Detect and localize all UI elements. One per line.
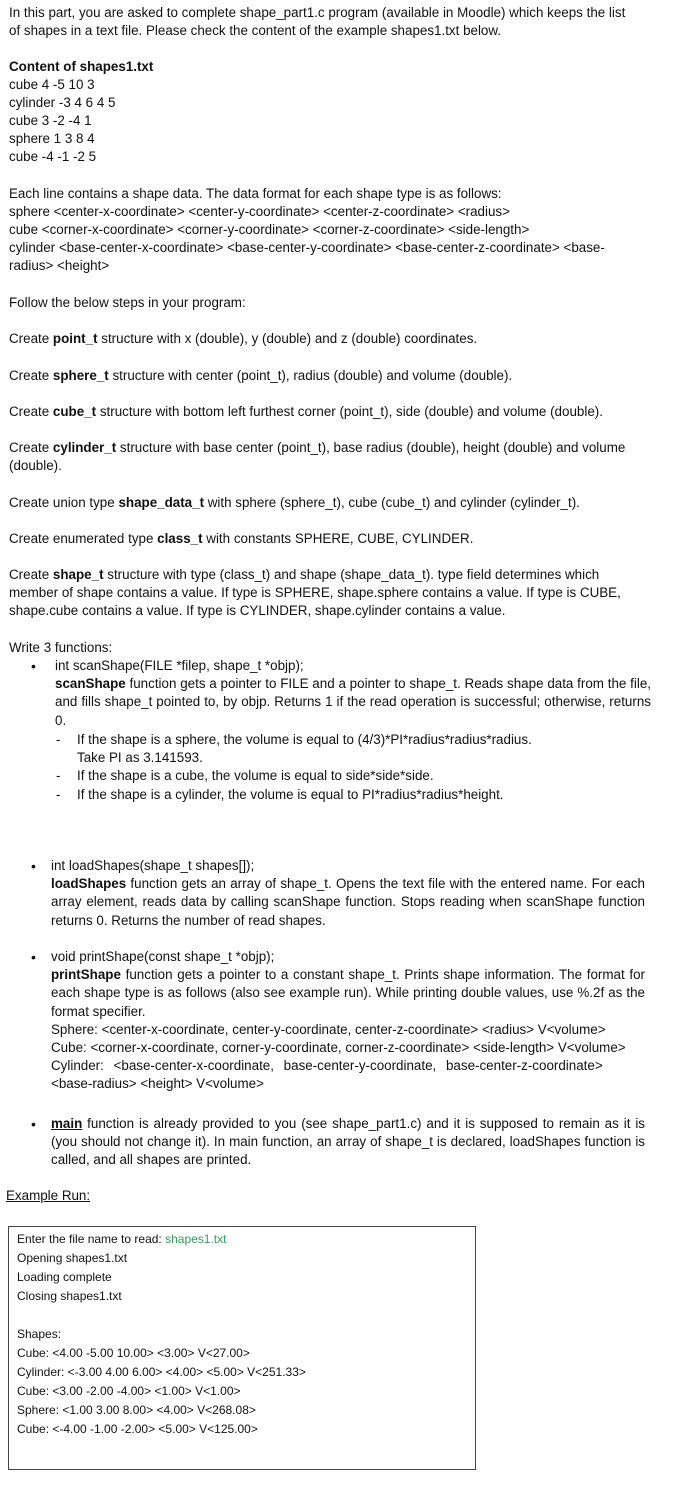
format-cylinder: cylinder <base-center-x-coordinate> <base-center-y-coordinate> <base-center-z-coordinate> <base- — [9, 240, 605, 255]
scan-shape-block — [55, 657, 651, 730]
load-shapes-desc: loadShapes function gets an array of shape_t. Opens the text file with the entered name. For each array element, reads data by calling scanShape function. Stops reading when scanShape function returns 0. Returns the number of read shapes. — [51, 876, 645, 928]
run-output-line: Sphere: <1.00 3.00 8.00> <4.00> V<268.08> — [17, 1403, 256, 1417]
scan-sphere-rule: If the shape is a sphere, the volume is equal to (4/3)*PI*radius*radius*radius. — [77, 732, 532, 747]
format-cylinder-cont: radius> <height> — [9, 258, 110, 273]
run-line: Loading complete — [17, 1270, 112, 1284]
run-output-line: Cube: <4.00 -5.00 10.00> <3.00> V<27.00> — [17, 1346, 250, 1360]
step-point: Create point_t structure with x (double), y (double) and z (double) coordinates. — [9, 331, 478, 346]
file-line: cube 4 -5 10 3 — [9, 77, 95, 92]
step-shape-cont: member of shape contains a value. If type is SPHERE, shape.sphere contains a value. If type is CUBE, — [9, 585, 621, 600]
run-output-line: Cube: <-4.00 -1.00 -2.00> <5.00> V<125.00> — [17, 1422, 258, 1436]
print-cube-format: Cube: <corner-x-coordinate, corner-y-coordinate, corner-z-coordinate> <side-length> V<volume> — [51, 1040, 626, 1056]
run-output-line: Cube: <3.00 -2.00 -4.00> <1.00> V<1.00> — [17, 1384, 241, 1398]
print-shape-signature: void printShape(const shape_t *objp); — [51, 949, 275, 964]
run-input: shapes1.txt — [165, 1232, 227, 1246]
step-enum: Create enumerated type class_t with constants SPHERE, CUBE, CYLINDER. — [9, 531, 474, 546]
run-prompt-line: Enter the file name to read: shapes1.txt — [17, 1232, 227, 1246]
step-sphere: Create sphere_t structure with center (point_t), radius (double) and volume (double). — [9, 368, 513, 383]
intro-line-1: In this part, you are asked to complete shape_part1.c program (available in Moodle) which keeps the list — [9, 5, 626, 20]
file-line: cylinder -3 4 6 4 5 — [9, 95, 116, 110]
print-shape-block — [51, 948, 645, 1094]
file-line: sphere 1 3 8 4 — [9, 131, 95, 146]
run-line: Closing shapes1.txt — [17, 1289, 122, 1303]
scan-pi-note: Take PI as 3.141593. — [77, 750, 203, 765]
print-cylinder-format-cont: <base-radius> <height> V<volume> — [51, 1076, 264, 1092]
step-union: Create union type shape_data_t with sphere (sphere_t), cube (cube_t) and cylinder (cylinder_t). — [9, 495, 580, 510]
print-sphere-format: Sphere: <center-x-coordinate, center-y-coordinate, center-z-coordinate> <radius> V<volume> — [51, 1021, 606, 1037]
scan-cube-rule: If the shape is a cube, the volume is equal to side*side*side. — [77, 768, 434, 783]
main-desc: function is already provided to you (see shape_part1.c) and it is supposed to remain as it is (you should not change it). In main function, an array of shape_t is declared, loadShapes function is called, and all shapes are printed. — [51, 1116, 645, 1168]
format-intro: Each line contains a shape data. The data format for each shape type is as follows: — [9, 186, 502, 201]
dash-icon: - — [56, 732, 61, 747]
example-heading: Example Run: — [6, 1188, 91, 1203]
functions-intro: Write 3 functions: — [9, 640, 113, 655]
bullet-icon: • — [31, 949, 36, 965]
load-shapes-block — [51, 857, 645, 930]
main-function-name: main — [51, 1116, 83, 1131]
file-heading: Content of shapes1.txt — [9, 59, 154, 74]
format-cube: cube <corner-x-coordinate> <corner-y-coordinate> <corner-z-coordinate> <side-length> — [9, 222, 530, 237]
step-shape-cont: shape.cube contains a value. If type is CYLINDER, shape.cylinder contains a value. — [9, 603, 506, 618]
main-block — [51, 1115, 645, 1170]
step-cube: Create cube_t structure with bottom left furthest corner (point_t), side (double) and volume (double). — [9, 404, 603, 419]
scan-shape-desc: scanShape function gets a pointer to FILE and a pointer to shape_t. Reads shape data from the file, and fills shape_t pointed to, by objp. Returns 1 if the read operation is successful; otherwise, returns 0. — [55, 676, 651, 728]
print-shape-desc: printShape function gets a pointer to a constant shape_t. Prints shape information. The format for each shape type is as follows (also see example run). While printing double values, use %.2f as the format specifier. — [51, 967, 645, 1019]
load-shapes-signature: int loadShapes(shape_t shapes[]); — [51, 858, 255, 873]
format-sphere: sphere <center-x-coordinate> <center-y-coordinate> <center-z-coordinate> <radius> — [9, 204, 510, 219]
steps-intro: Follow the below steps in your program: — [9, 295, 246, 310]
run-shapes-heading: Shapes: — [17, 1327, 62, 1341]
file-line: cube -4 -1 -2 5 — [9, 149, 97, 164]
dash-icon: - — [56, 787, 61, 802]
bullet-icon: • — [31, 658, 36, 674]
intro-line-2: of shapes in a text file. Please check the content of the example shapes1.txt below. — [9, 23, 502, 38]
print-cylinder-format: Cylinder: <base-center-x-coordinate, base-center-y-coordinate, base-center-z-coordinate> — [51, 1058, 603, 1074]
step-cylinder: Create cylinder_t structure with base center (point_t), base radius (double), height (double) and volume — [9, 440, 626, 455]
bullet-icon: • — [31, 1116, 36, 1132]
file-line: cube 3 -2 -4 1 — [9, 113, 92, 128]
bullet-icon: • — [31, 858, 36, 874]
step-cylinder-cont: (double). — [9, 458, 62, 473]
scan-shape-signature: int scanShape(FILE *filep, shape_t *objp); — [55, 658, 304, 673]
scan-cylinder-rule: If the shape is a cylinder, the volume is equal to PI*radius*radius*height. — [77, 787, 504, 802]
dash-icon: - — [56, 768, 61, 783]
step-shape: Create shape_t structure with type (class_t) and shape (shape_data_t). type field determines which — [9, 567, 600, 582]
run-output-line: Cylinder: <-3.00 4.00 6.00> <4.00> <5.00> V<251.33> — [17, 1365, 306, 1379]
run-line: Opening shapes1.txt — [17, 1251, 128, 1265]
